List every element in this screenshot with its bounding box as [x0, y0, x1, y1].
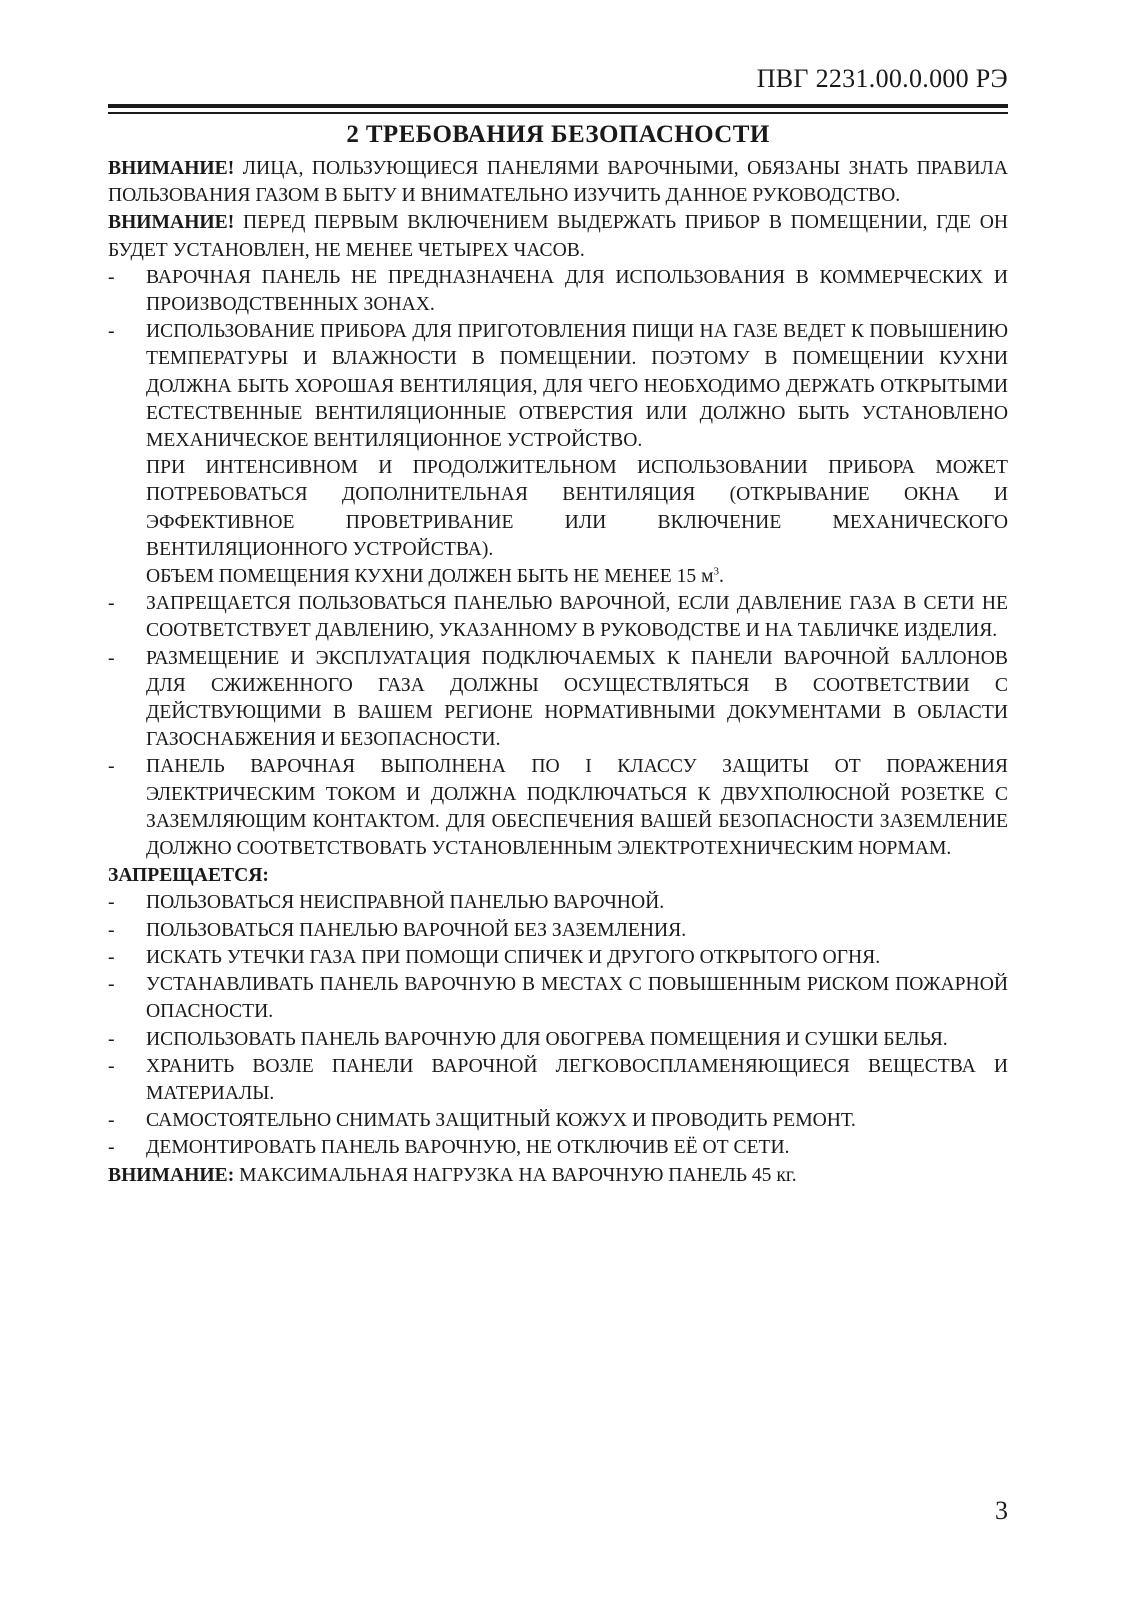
list-dash: -: [108, 1055, 115, 1077]
document-code: ПВГ 2231.00.0.000 РЭ: [756, 64, 1008, 93]
forbidden-text: ДЕМОНТИРОВАТЬ ПАНЕЛЬ ВАРОЧНУЮ, НЕ ОТКЛЮЧИВ ЕЁ ОТ СЕТИ.: [146, 1137, 790, 1159]
forbidden-text: ПОЛЬЗОВАТЬСЯ ПАНЕЛЬЮ ВАРОЧНОЙ БЕЗ ЗАЗЕМЛЕНИЯ.: [146, 919, 687, 941]
warning-label: ВНИМАНИЕ!: [108, 158, 235, 179]
header-rule-thin: [108, 112, 1008, 114]
sentence-end: .: [719, 566, 724, 588]
forbidden-text: УСТАНАВЛИВАТЬ ПАНЕЛЬ ВАРОЧНУЮ В МЕСТАХ С ПОВЫШЕННЫМ РИСКОМ ПОЖАРНОЙ ОПАСНОСТИ.: [146, 974, 1008, 1023]
forbidden-item-8: [108, 1134, 1008, 1161]
warning-text: ПЕРЕД ПЕРВЫМ ВКЛЮЧЕНИЕМ ВЫДЕРЖАТЬ ПРИБОР В ПОМЕЩЕНИИ, ГДЕ ОН БУДЕТ УСТАНОВЛЕН, НЕ МЕНЕЕ ЧЕТЫРЕХ ЧАСОВ.: [108, 212, 1008, 261]
list-dash: -: [108, 974, 115, 996]
forbidden-item-1: [108, 889, 1008, 916]
forbidden-heading: ЗАПРЕЩАЕТСЯ:: [108, 865, 269, 887]
warning-text: ЛИЦА, ПОЛЬЗУЮЩИЕСЯ ПАНЕЛЯМИ ВАРОЧНЫМИ, ОБЯЗАНЫ ЗНАТЬ ПРАВИЛА ПОЛЬЗОВАНИЯ ГАЗОМ В БЫТУ И ВНИМАТЕЛЬНО ИЗУЧИТЬ ДАННОЕ РУКОВОДСТВО.: [108, 158, 1008, 207]
forbidden-item-6: [108, 1053, 1008, 1107]
requirement-item-1: [108, 264, 1008, 318]
list-dash: -: [108, 919, 115, 941]
requirement-subparagraph-2: [108, 563, 1008, 590]
forbidden-item-3: [108, 944, 1008, 971]
requirement-text: ВАРОЧНАЯ ПАНЕЛЬ НЕ ПРЕДНАЗНАЧЕНА ДЛЯ ИСПОЛЬЗОВАНИЯ В КОММЕРЧЕСКИХ И ПРОИЗВОДСТВЕННЫХ ЗОНАХ.: [146, 266, 1008, 316]
page-number: 3: [995, 1496, 1008, 1525]
list-dash: -: [108, 1110, 115, 1132]
requirement-text: ПАНЕЛЬ ВАРОЧНАЯ ВЫПОЛНЕНА ПО I КЛАССУ ЗАЩИТЫ ОТ ПОРАЖЕНИЯ ЭЛЕКТРИЧЕСКИМ ТОКОМ И ДОЛЖНА ПОДКЛЮЧАТЬСЯ К ДВУХПОЛЮСНОЙ РОЗЕТКЕ С ЗАЗЕМЛЯЮЩИМ КОНТАКТОМ. ДЛЯ ОБЕСПЕЧЕНИЯ ВАШЕЙ БЕЗОПАСНОСТИ ЗАЗЕМЛЕНИЕ ДОЛЖНО СООТВЕТСТВОВАТЬ УСТАНОВЛЕННЫМ ЭЛЕКТРОТЕХНИЧЕСКИМ НОРМАМ.: [146, 756, 1008, 860]
requirement-item-5: [108, 753, 1008, 862]
list-dash: -: [108, 321, 115, 343]
forbidden-text: ХРАНИТЬ ВОЗЛЕ ПАНЕЛИ ВАРОЧНОЙ ЛЕГКОВОСПЛАМЕНЯЮЩИЕСЯ ВЕЩЕСТВА И МАТЕРИАЛЫ.: [146, 1055, 1008, 1104]
section-title: 2 ТРЕБОВАНИЯ БЕЗОПАСНОСТИ: [346, 121, 770, 148]
forbidden-text: ИСПОЛЬЗОВАТЬ ПАНЕЛЬ ВАРОЧНУЮ ДЛЯ ОБОГРЕВА ПОМЕЩЕНИЯ И СУШКИ БЕЛЬЯ.: [146, 1028, 948, 1050]
forbidden-text: ПОЛЬЗОВАТЬСЯ НЕИСПРАВНОЙ ПАНЕЛЬЮ ВАРОЧНОЙ.: [146, 892, 665, 914]
kitchen-volume-text: ОБЪЕМ ПОМЕЩЕНИЯ КУХНИ ДОЛЖЕН БЫТЬ НЕ МЕНЕЕ 15 м: [146, 566, 714, 588]
warning-label: ВНИМАНИЕ:: [108, 1164, 235, 1186]
forbidden-text: САМОСТОЯТЕЛЬНО СНИМАТЬ ЗАЩИТНЫЙ КОЖУХ И ПРОВОДИТЬ РЕМОНТ.: [146, 1110, 856, 1132]
warning-paragraph-2: [108, 209, 1008, 263]
list-dash: -: [108, 756, 115, 778]
superscript-3: 3: [713, 565, 720, 578]
requirement-item-2: [108, 318, 1008, 454]
list-dash: -: [108, 892, 115, 914]
list-dash: -: [108, 1028, 115, 1050]
list-dash: -: [108, 1137, 115, 1159]
forbidden-item-2: [108, 917, 1008, 944]
list-dash: -: [108, 946, 115, 968]
list-dash: -: [108, 593, 115, 615]
forbidden-item-5: [108, 1026, 1008, 1053]
requirement-item-3: [108, 590, 1008, 644]
list-dash: -: [108, 647, 115, 669]
requirement-item-4: [108, 645, 1008, 754]
requirement-text: РАЗМЕЩЕНИЕ И ЭКСПЛУАТАЦИЯ ПОДКЛЮЧАЕМЫХ К ПАНЕЛИ ВАРОЧНОЙ БАЛЛОНОВ ДЛЯ СЖИЖЕННОГО ГАЗА ДОЛЖНЫ ОСУЩЕСТВЛЯТЬСЯ В СООТВЕТСТВИИ С ДЕЙСТВУЮЩИМИ В ВАШЕМ РЕГИОНЕ НОРМАТИВНЫМИ ДОКУМЕНТАМИ В ОБЛАСТИ ГАЗОСНАБЖЕНИЯ И БЕЗОПАСНОСТИ.: [146, 647, 1008, 751]
requirement-subparagraph-1: ПРИ ИНТЕНСИВНОМ И ПРОДОЛЖИТЕЛЬНОМ ИСПОЛЬЗОВАНИИ ПРИБОРА МОЖЕТ ПОТРЕБОВАТЬСЯ ДОПОЛНИТЕЛЬНАЯ ВЕНТИЛЯЦИЯ (ОТКРЫВАНИЕ ОКНА И ЭФФЕКТИВНОЕ ПРОВЕТРИВАНИЕ ИЛИ ВКЛЮЧЕНИЕ МЕХАНИЧЕСКОГО ВЕНТИЛЯЦИОННОГО УСТРОЙСТВА).: [146, 457, 1008, 560]
warning-paragraph-1: [108, 155, 1008, 209]
requirement-text: ИСПОЛЬЗОВАНИЕ ПРИБОРА ДЛЯ ПРИГОТОВЛЕНИЯ ПИЩИ НА ГАЗЕ ВЕДЕТ К ПОВЫШЕНИЮ ТЕМПЕРАТУРЫ И ВЛАЖНОСТИ В ПОМЕЩЕНИИ. ПОЭТОМУ В ПОМЕЩЕНИИ КУХНИ ДОЛЖНА БЫТЬ ХОРОШАЯ ВЕНТИЛЯЦИЯ, ДЛЯ ЧЕГО НЕОБХОДИМО ДЕРЖАТЬ ОТКРЫТЫМИ ЕСТЕСТВЕННЫЕ ВЕНТИЛЯЦИОННЫЕ ОТВЕРСТИЯ ИЛИ ДОЛЖНО БЫТЬ УСТАНОВЛЕНО МЕХАНИЧЕСКОЕ ВЕНТИЛЯЦИОННОЕ УСТРОЙСТВО.: [146, 321, 1008, 452]
warning-text: МАКСИМАЛЬНАЯ НАГРУЗКА НА ВАРОЧНУЮ ПАНЕЛЬ 45 кг.: [234, 1164, 797, 1186]
forbidden-item-4: [108, 971, 1008, 1025]
final-warning: [108, 1162, 1008, 1189]
list-dash: -: [108, 266, 115, 288]
page-content: [108, 117, 1008, 1189]
forbidden-item-7: [108, 1107, 1008, 1134]
warning-label: ВНИМАНИЕ!: [108, 212, 235, 234]
forbidden-text: ИСКАТЬ УТЕЧКИ ГАЗА ПРИ ПОМОЩИ СПИЧЕК И ДРУГОГО ОТКРЫТОГО ОГНЯ.: [146, 946, 881, 968]
requirement-text: ЗАПРЕЩАЕТСЯ ПОЛЬЗОВАТЬСЯ ПАНЕЛЬЮ ВАРОЧНОЙ, ЕСЛИ ДАВЛЕНИЕ ГАЗА В СЕТИ НЕ СООТВЕТСТВУЕТ ДАВЛЕНИЮ, УКАЗАННОМУ В РУКОВОДСТВЕ И НА ТАБЛИЧКЕ ИЗДЕЛИЯ.: [146, 593, 1008, 642]
header-rule-thick: [108, 104, 1008, 108]
